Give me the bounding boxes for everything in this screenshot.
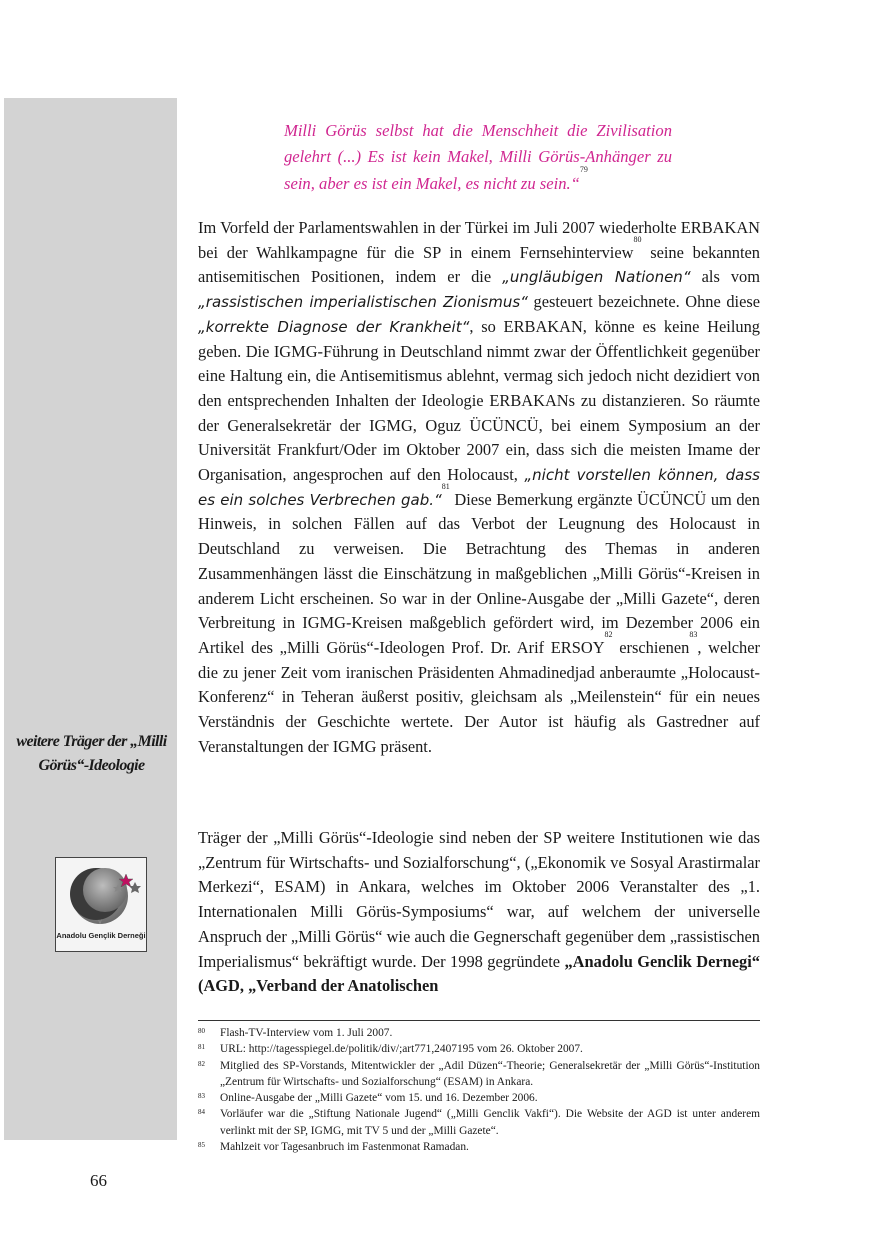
body-paragraph-1	[198, 216, 760, 759]
footnote	[198, 1025, 760, 1041]
italic-quote: „ungläubigen Nationen“	[502, 268, 691, 287]
text-run: erschienen	[612, 637, 690, 657]
text-run: Diese Bemerkung ergänzte ÜCÜNCÜ um den Hinweis, in solchen Fällen auf das Verbot der Leugnung des Holocaust in Deutschland zu verweisen. Die Betrachtung des Themas in anderen Zusammenhängen lässt die Einschätzung in maßgeblichen „Milli Görüs“-Kreisen in anderem Licht erscheinen. So war in der Online-Ausgabe der „Milli Gazete“, deren Verbreitung in IGMG-Kreisen maßgeblich gefördert wird, im Dezember 2006 ein Artikel des „Milli Görüs“-Ideologen Prof. Dr. Arif ERSOY	[198, 489, 760, 657]
footnote	[198, 1090, 760, 1106]
block-quote	[284, 118, 672, 197]
text-run: Im Vorfeld der Parlamentswahlen in der Türkei im Juli 2007 wiederholte ERBAKAN bei der Wahlkampagne für die SP in einem Fernsehinterview	[198, 218, 760, 262]
text-run: gesteuert bezeichnete. Ohne diese	[527, 292, 760, 312]
italic-quote: „korrekte Diagnose der Krankheit“	[198, 317, 470, 336]
agd-logo	[55, 857, 147, 952]
body-paragraph-2	[198, 826, 760, 999]
text-run: seine bekannten antisemitischen Positionen, indem er die	[198, 242, 761, 287]
margin-note: weitere Träger der „Milli Görüs“-Ideologie	[16, 733, 167, 774]
bold-organization-name: „Anadolu Genclik Dernegi“ (AGD, „Verband der Anatolischen	[198, 951, 760, 996]
footnotes	[198, 1025, 760, 1155]
italic-quote: „rassistischen imperialistischen Zionismus“	[198, 293, 528, 312]
footnote-ref: 83	[689, 629, 698, 639]
text-run: , welcher die zu jener Zeit vom iranischen Präsidenten Ahmadinedjad anberaumte „Holocaust-Konferenz“ in Teheran äußerst positiv, gleichsam als „Meilenstein“ für ein neues Verständnis der Geschichte wertete. Der Autor ist häufig als Gastredner auf Veranstaltungen der IGMG präsent.	[198, 637, 760, 756]
footnote	[198, 1041, 760, 1057]
italic-quote: „nicht vorstellen können, dass es ein solches Verbrechen gab.“	[198, 466, 760, 509]
footnote-text: URL: http://tagesspiegel.de/politik/div/;art771,2407195 vom 26. Oktober 2007.	[220, 1043, 583, 1056]
footnote-text: Vorläufer war die „Stiftung Nationale Jugend“ („Milli Genclik Vakfi“). Die Website der AGD ist unter anderem verlinkt mit der SP, IGMG, mit TV 5 und der „Milli Gazete“.	[220, 1108, 760, 1137]
footnote-ref: 81	[441, 481, 450, 491]
footnote-text: Mahlzeit vor Tagesanbruch im Fastenmonat Ramadan.	[220, 1141, 469, 1154]
text-run: als vom	[690, 267, 760, 287]
footnote-divider	[198, 1020, 760, 1021]
footnote-text: Mitglied des SP-Vorstands, Mitentwickler der „Adil Düzen“-Theorie; Generalsekretär der „Milli Görüs“-Institution „Zentrum für Wirtschafts- und Sozialforschung“ (ESAM) in Ankara.	[220, 1059, 760, 1088]
footnote	[198, 1139, 760, 1155]
footnote-number: 81	[198, 1043, 205, 1052]
footnote-number: 84	[198, 1108, 205, 1117]
footnote-ref: 79	[579, 164, 588, 174]
footnote	[198, 1058, 760, 1091]
logo-caption: Anadolu Gençlik Derneği	[56, 931, 146, 940]
footnote-number: 82	[198, 1059, 205, 1068]
page-number: 66	[90, 1171, 107, 1190]
margin-sidebar	[4, 98, 177, 1140]
footnote-ref: 80	[633, 234, 642, 244]
footnote-ref: 82	[604, 629, 613, 639]
crescent-stars-globe-icon	[56, 858, 146, 930]
text-run: , so ERBAKAN, könne es keine Heilung geben. Die IGMG-Führung in Deutschland nimmt zwar der Öffentlichkeit gegenüber eine Haltung ein, die Antisemitismus ablehnt, vermag sich jedoch nicht dezidiert von den entsprechenden Inhalten der Ideologie ERBAKANs zu distanzieren. So räumte der Generalsekretär der IGMG, Oguz ÜCÜNCÜ, bei einem Symposium an der Universität Frankfurt/Oder im Oktober 2007 ein, dass sich die meisten Imame der Organisation, angesprochen auf den Holocaust,	[198, 316, 760, 485]
footnote	[198, 1106, 760, 1139]
text-run: Träger der „Milli Görüs“-Ideologie sind neben der SP weitere Institutionen wie das „Zentrum für Wirtschafts- und Sozialforschung“, („Ekonomik ve Sosyal Arastirmalar Merkezi“, ESAM) in Ankara, welches im Oktober 2006 Veranstalter des „1. Internationalen Milli Görüs-Symposiums“ war, auf welchem der universelle Anspruch der „Milli Görüs“ wie auch die Gegnerschaft gegenüber dem „rassistischen Imperialismus“ bekräftigt wurde. Der 1998 gegründete	[198, 828, 760, 971]
footnote-number: 85	[198, 1141, 205, 1150]
quote-text: Milli Görüs selbst hat die Menschheit die Zivilisation gelehrt (...) Es ist kein Makel, Milli Görüs-Anhänger zu sein, aber es ist ein Makel, es nicht zu sein.“	[284, 121, 672, 193]
footnote-number: 80	[198, 1027, 205, 1035]
footnote-number: 83	[198, 1092, 205, 1101]
footnote-text: Flash-TV-Interview vom 1. Juli 2007.	[220, 1027, 393, 1039]
footnote-text: Online-Ausgabe der „Milli Gazete“ vom 15. und 16. Dezember 2006.	[220, 1092, 538, 1105]
